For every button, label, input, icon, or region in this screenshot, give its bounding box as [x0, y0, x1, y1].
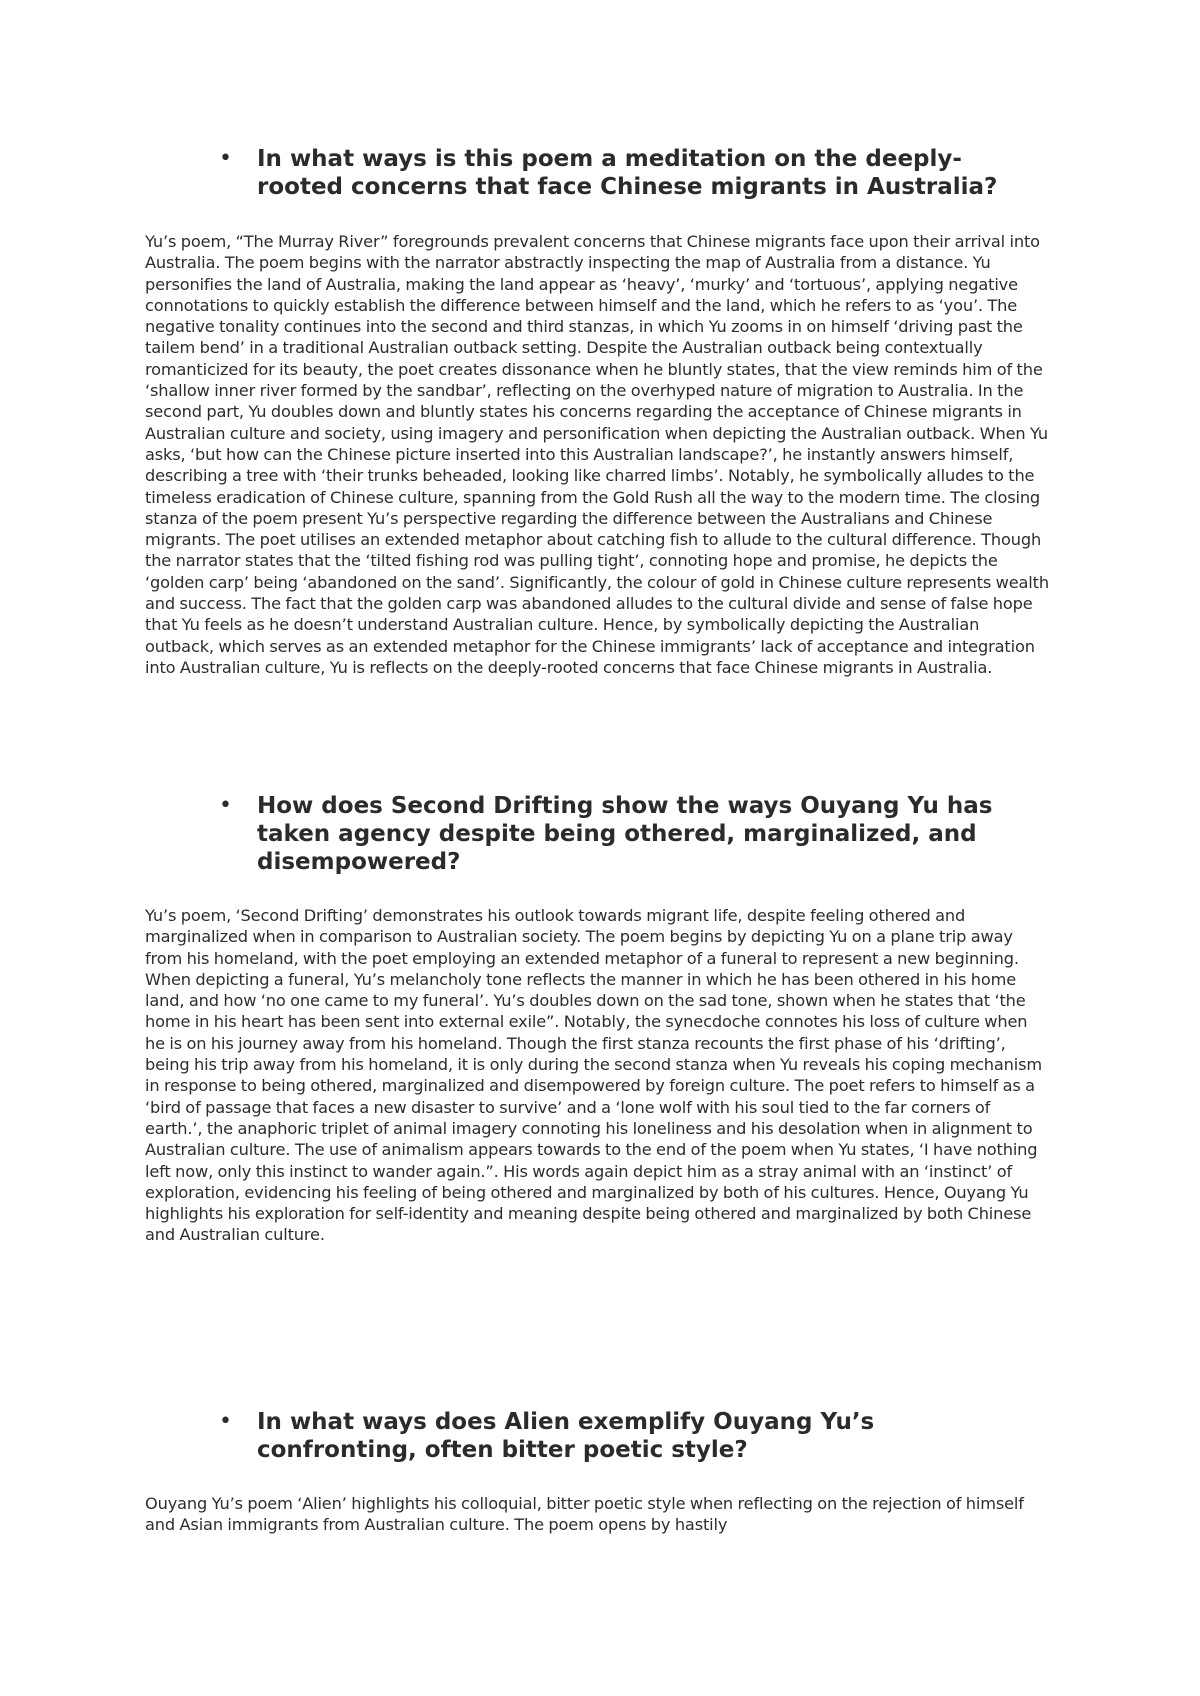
- question-heading: [145, 145, 1050, 201]
- question-heading: [145, 1408, 1050, 1464]
- answer-paragraph: Yu’s poem, ‘Second Drifting’ demonstrates his outlook towards migrant life, despite feeling othered and marginalized when in comparison to Australian society. The poem begins by depicting Yu on a plane trip away from his homeland, with the poet employing an extended metaphor of a funeral to represent a new beginning. When depicting a funeral, Yu’s melancholy tone reflects the manner in which he has been othered in his home land, and how ‘no one came to my funeral’. Yu’s doubles down on the sad tone, shown when he states that ‘the home in his heart has been sent into external exile”. Notably, the synecdoche connotes his loss of culture when he is on his journey away from his homeland. Though the first stanza recounts the first phase of his ‘drifting’, being his trip away from his homeland, it is only during the second stanza when Yu reveals his coping mechanism in response to being othered, marginalized and disempowered by foreign culture. The poet refers to himself as a ‘bird of passage that faces a new disaster to survive’ and a ‘lone wolf with his soul tied to the far corners of earth.’, the anaphoric triplet of animal imagery connoting his loneliness and his desolation when in alignment to Australian culture. The use of animalism appears towards to the end of the poem when Yu states, ‘I have nothing left now, only this instinct to wander again.”. His words again depict him as a stray animal with an ‘instinct’ of exploration, evidencing his feeling of being othered and marginalized by both of his cultures. Hence, Ouyang Yu highlights his exploration for self-identity and meaning despite being othered and marginalized by both Chinese and Australian culture.: [145, 906, 1042, 1245]
- bullet-icon: •: [219, 146, 232, 171]
- question-text: How does Second Drifting show the ways Ouyang Yu has taken agency despite being othered, marginalized, and disempowered?: [257, 793, 993, 875]
- essay-section: [145, 145, 1050, 678]
- answer-paragraph: Ouyang Yu’s poem ‘Alien’ highlights his colloquial, bitter poetic style when reflecting on the rejection of himself and Asian immigrants from Australian culture. The poem opens by hastily: [145, 1494, 1024, 1535]
- question-text: In what ways does Alien exemplify Ouyang Yu’s confronting, often bitter poetic style?: [257, 1409, 875, 1463]
- bullet-icon: •: [219, 793, 232, 818]
- essay-section: [145, 1408, 1050, 1536]
- answer-paragraph: Yu’s poem, “The Murray River” foregrounds prevalent concerns that Chinese migrants face upon their arrival into Australia. The poem begins with the narrator abstractly inspecting the map of Australia from a distance. Yu personifies the land of Australia, making the land appear as ‘heavy’, ‘murky’ and ‘tortuous’, applying negative connotations to quickly establish the difference between himself and the land, which he refers to as ‘you’. The negative tonality continues into the second and third stanzas, in which Yu zooms in on himself ‘driving past the tailem bend’ in a traditional Australian outback setting. Despite the Australian outback being contextually romanticized for its beauty, the poet creates dissonance when he bluntly states, that the view reminds him of the ‘shallow inner river formed by the sandbar’, reflecting on the overhyped nature of migration to Australia. In the second part, Yu doubles down and bluntly states his concerns regarding the acceptance of Chinese migrants in Australian culture and society, using imagery and personification when depicting the Australian outback. When Yu asks, ‘but how can the Chinese picture inserted into this Australian landscape?’, he instantly answers himself, describing a tree with ‘their trunks beheaded, looking like charred limbs’. Notably, he symbolically alludes to the timeless eradication of Chinese culture, spanning from the Gold Rush all the way to the modern time. The closing stanza of the poem present Yu’s perspective regarding the difference between the Australians and Chinese migrants. The poet utilises an extended metaphor about catching fish to allude to the cultural difference. Though the narrator states that the ‘tilted fishing rod was pulling tight’, connoting hope and promise, he depicts the ‘golden carp’ being ‘abandoned on the sand’. Significantly, the colour of gold in Chinese culture represents wealth and success. The fact that the golden carp was abandoned alludes to the cultural divide and sense of false hope that Yu feels as he doesn’t understand Australian culture. Hence, by symbolically depicting the Australian outback, which serves as an extended metaphor for the Chinese immigrants’ lack of acceptance and integration into Australian culture, Yu is reflects on the deeply-rooted concerns that face Chinese migrants in Australia.: [145, 232, 1049, 677]
- essay-section: [145, 792, 1050, 1246]
- question-text: In what ways is this poem a meditation on the deeply-rooted concerns that face Chinese migrants in Australia?: [257, 146, 998, 200]
- question-heading: [145, 792, 1050, 876]
- bullet-icon: •: [219, 1409, 232, 1434]
